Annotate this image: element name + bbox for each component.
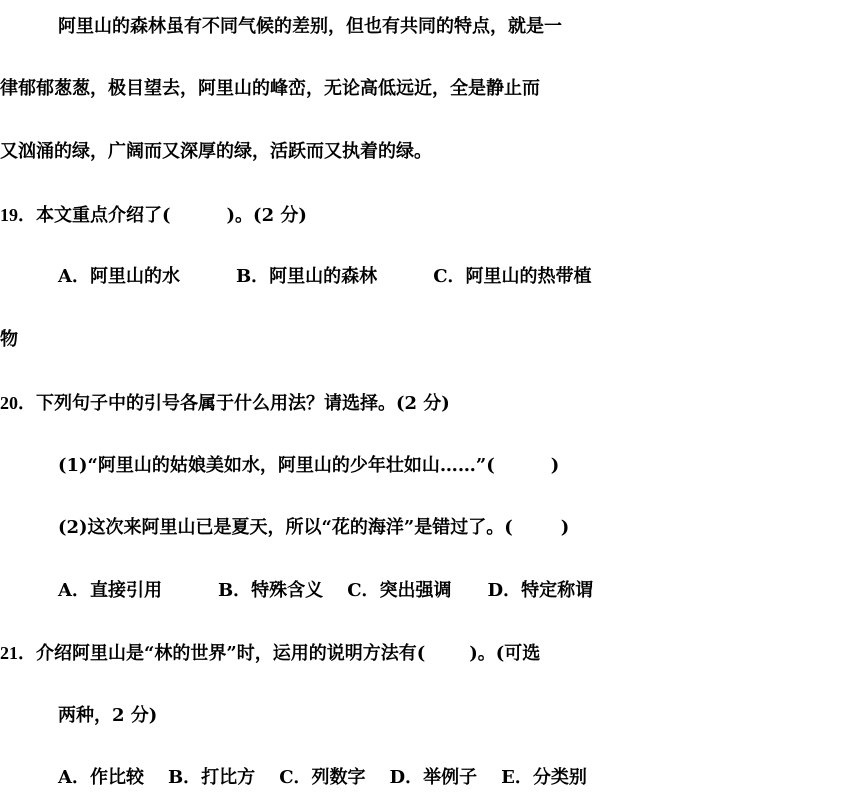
question-text: 两种，2 分) — [58, 705, 158, 726]
option-c[interactable]: C．列数字 — [279, 767, 366, 788]
question-number: 19． — [0, 205, 36, 225]
option-a[interactable]: A．阿里山的水 — [58, 266, 180, 287]
question-text: 本文重点介绍了( — [36, 205, 171, 226]
question-number: 21． — [0, 643, 36, 663]
question-20-stem — [0, 372, 842, 434]
passage-line-1 — [0, 0, 842, 58]
option-a[interactable]: A．作比较 — [58, 767, 144, 788]
question-text: )。(2 分) — [226, 205, 307, 226]
question-19-options — [0, 246, 842, 308]
sub-question-text: (1)“阿里山的姑娘美如水，阿里山的少年壮如山……”( — [58, 455, 495, 476]
passage-line-2 — [0, 58, 842, 120]
option-c[interactable]: C．阿里山的热带植 — [433, 266, 592, 287]
question-text: )。(可选 — [469, 643, 541, 664]
question-text: 介绍阿里山是“林的世界”时，运用的说明方法有( — [36, 643, 426, 664]
passage-text: 阿里山的森林虽有不同气候的差别，但也有共同的特点，就是一 — [58, 16, 562, 37]
option-d[interactable]: D．举例子 — [389, 767, 478, 788]
option-b[interactable]: B．特殊含义 — [217, 580, 324, 601]
option-c-continued: 物 — [0, 329, 18, 350]
question-21-stem-cont — [0, 685, 842, 747]
sub-question-text: ) — [560, 517, 570, 538]
question-20-sub-1 — [0, 435, 842, 497]
option-b[interactable]: B．打比方 — [167, 767, 256, 788]
sub-question-text: ) — [550, 455, 560, 476]
question-20-sub-2 — [0, 497, 842, 559]
question-number: 20． — [0, 393, 36, 413]
question-20-options — [0, 560, 842, 622]
question-text: 下列句子中的引号各属于什么用法？请选择。(2 分) — [36, 393, 450, 414]
option-e[interactable]: E．分类别 — [501, 767, 587, 788]
question-21-stem — [0, 622, 842, 684]
question-19-options-wrap — [0, 309, 842, 371]
passage-text: 又汹涌的绿，广阔而又深厚的绿，活跃而又执着的绿。 — [0, 141, 432, 162]
passage-line-3 — [0, 121, 842, 183]
option-d[interactable]: D．特定称谓 — [487, 580, 594, 601]
question-19-stem — [0, 184, 842, 246]
sub-question-text: (2)这次来阿里山已是夏天，所以“花的海洋”是错过了。( — [58, 517, 513, 538]
option-a[interactable]: A．直接引用 — [58, 580, 162, 601]
option-b[interactable]: B．阿里山的森林 — [235, 266, 378, 287]
passage-text: 律郁郁葱葱，极目望去，阿里山的峰峦，无论高低远近，全是静止而 — [0, 78, 540, 99]
option-c[interactable]: C．突出强调 — [347, 580, 452, 601]
